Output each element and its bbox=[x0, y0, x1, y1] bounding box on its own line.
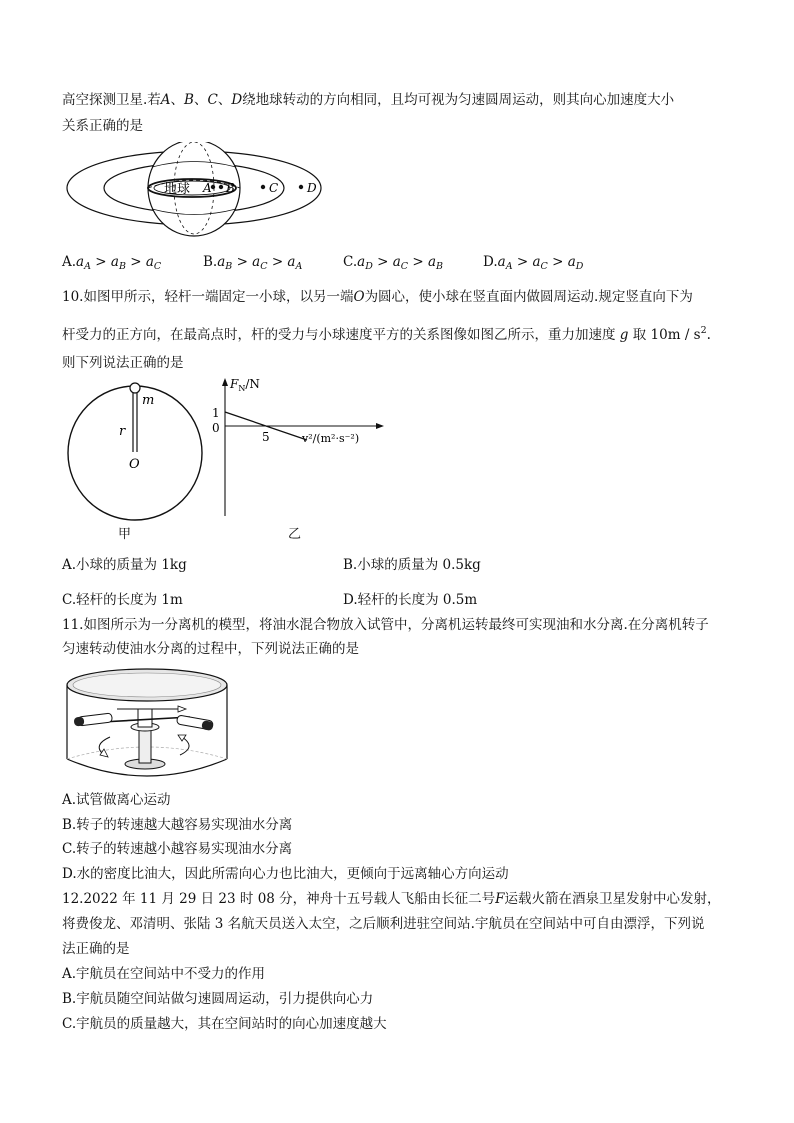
q9-sep2: 、 bbox=[193, 92, 208, 108]
acc-sub: A bbox=[295, 261, 303, 272]
q12-var-f: F bbox=[495, 891, 505, 907]
acc-sub: B bbox=[436, 261, 444, 272]
rotor-hub bbox=[138, 709, 152, 727]
gt: > bbox=[516, 254, 529, 270]
q9-opt-prefix: C. bbox=[343, 254, 358, 270]
q9-var-a: A bbox=[160, 92, 171, 108]
acc-sub: C bbox=[260, 261, 268, 272]
gt: > bbox=[271, 254, 284, 270]
q9-opt-prefix: A. bbox=[62, 254, 77, 270]
q9-sep1: 、 bbox=[170, 92, 185, 108]
q9-var-d: D bbox=[231, 92, 243, 108]
q10-stem-line3: 则下列说法正确的是 bbox=[62, 355, 184, 371]
label-m: m bbox=[142, 393, 155, 408]
q11-option-a[interactable]: A.试管做离心运动 bbox=[62, 792, 171, 808]
q12-option-c[interactable]: C.宇航员的质量越大，其在空间站时的向心加速度越大 bbox=[62, 1016, 387, 1032]
acc-symbol: a bbox=[217, 254, 226, 270]
acc-sub: D bbox=[365, 261, 373, 272]
x-axis-arrow bbox=[376, 423, 384, 429]
acc-sub: B bbox=[118, 261, 126, 272]
acc-symbol: a bbox=[145, 254, 154, 270]
acc-sub: C bbox=[400, 261, 409, 272]
q10-option-d[interactable]: D.轻杆的长度为 0.5m bbox=[343, 592, 478, 608]
figure-a-rod-circle bbox=[64, 378, 214, 538]
acc-symbol: a bbox=[392, 254, 401, 270]
sat-d-label: D bbox=[307, 181, 317, 195]
acc-symbol: a bbox=[252, 254, 261, 270]
q11-option-c[interactable]: C.转子的转速越小越容易实现油水分离 bbox=[62, 841, 293, 857]
q9-opt-prefix: B. bbox=[203, 254, 218, 270]
q10-var-o: O bbox=[353, 289, 365, 305]
centrifuge-figure bbox=[62, 665, 232, 783]
gt: > bbox=[377, 254, 389, 270]
q9-var-b: B bbox=[184, 92, 194, 108]
y-tick-1: 1 bbox=[212, 406, 220, 420]
sat-c-dot bbox=[261, 185, 265, 189]
label-o: O bbox=[129, 457, 140, 472]
q10-text-d: 取 bbox=[632, 327, 647, 343]
q10-option-c[interactable]: C.轻杆的长度为 1m bbox=[62, 592, 183, 608]
x-tick-5: 5 bbox=[262, 430, 270, 444]
caption-jia: 甲 bbox=[118, 527, 132, 542]
acc-sub: D bbox=[575, 261, 584, 272]
acc-symbol: a bbox=[427, 254, 437, 270]
acc-sub: C bbox=[153, 261, 162, 272]
q12-option-a[interactable]: A.宇航员在空间站中不受力的作用 bbox=[62, 966, 266, 982]
sat-a-label: A bbox=[203, 181, 212, 195]
acc-symbol: a bbox=[532, 254, 541, 270]
acc-symbol: a bbox=[497, 254, 506, 270]
q11-option-d[interactable]: D.水的密度比油大，因此所需向心力也比油大，更倾向于远离轴心方向运动 bbox=[62, 866, 509, 882]
q10-text-a: 10.如图甲所示，轻杆一端固定一小球，以另一端 bbox=[62, 289, 354, 305]
q12-option-b[interactable]: B.宇航员随空间站做匀速圆周运动，引力提供向心力 bbox=[62, 991, 374, 1007]
earth-label: 地球 bbox=[164, 182, 191, 197]
q12-stem-line3: 法正确的是 bbox=[62, 941, 130, 957]
gt: > bbox=[552, 254, 564, 270]
q12-text-b: 运载火箭在酒泉卫星发射中心发射， bbox=[504, 891, 721, 907]
q9-options bbox=[62, 254, 622, 274]
acc-sub: B bbox=[225, 261, 233, 272]
q11-stem-line2: 匀速转动使油水分离的过程中，下列说法正确的是 bbox=[62, 641, 359, 657]
q9-opt-prefix: D. bbox=[483, 254, 498, 270]
q9-option-d[interactable] bbox=[483, 254, 583, 272]
q9-stem-line2: 关系正确的是 bbox=[62, 118, 143, 134]
q10-stem-line2 bbox=[62, 322, 711, 344]
x-label: v²/(m²·s⁻²) bbox=[302, 432, 360, 445]
sat-d-dot bbox=[299, 185, 303, 189]
acc-sub: A bbox=[505, 261, 513, 272]
ball bbox=[130, 383, 140, 393]
y-tick-0: 0 bbox=[212, 421, 220, 435]
q9-sep3: 、 bbox=[217, 92, 232, 108]
gt: > bbox=[412, 254, 424, 270]
q11-stem-line1: 11.如图所示为一分离机的模型，将油水混合物放入试管中，分离机运转最终可实现油和水分离.在分离机转子 bbox=[62, 617, 709, 633]
q10-stem-line1 bbox=[62, 288, 693, 306]
q9-var-c: C bbox=[207, 92, 218, 108]
q9-option-a[interactable] bbox=[62, 254, 161, 272]
q12-stem-line2: 将费俊龙、邓清明、张陆 3 名航天员送入太空，之后顺利进驻空间站.宇航员在空间站中可自由漂浮，下列说 bbox=[62, 916, 705, 932]
q11-option-b[interactable]: B.转子的转速越大越容易实现油水分离 bbox=[62, 817, 293, 833]
gt: > bbox=[130, 254, 142, 270]
sat-b-label: B bbox=[226, 181, 235, 195]
q10-var-g: g bbox=[619, 327, 629, 343]
q9-option-b[interactable] bbox=[203, 254, 302, 272]
acc-symbol: a bbox=[287, 254, 296, 270]
acc-symbol: a bbox=[76, 254, 85, 270]
y-axis-arrow bbox=[222, 378, 228, 386]
sat-c-label: C bbox=[269, 181, 279, 195]
q10-option-b[interactable]: B.小球的质量为 0.5kg bbox=[343, 557, 481, 573]
q10-period: . bbox=[706, 327, 711, 343]
q10-option-a[interactable]: A.小球的质量为 1kg bbox=[62, 557, 187, 573]
figure-b-graph bbox=[206, 376, 386, 524]
q9-text-b: 绕地球转动的方向相同，且均可视为匀速圆周运动，则其向心加速度大小 bbox=[242, 92, 675, 108]
gt: > bbox=[95, 254, 107, 270]
label-r: r bbox=[119, 424, 126, 439]
acc-symbol: a bbox=[567, 254, 576, 270]
sat-b-dot bbox=[219, 185, 223, 189]
q9-option-c[interactable] bbox=[343, 254, 443, 272]
q9-stem-line1 bbox=[62, 91, 674, 109]
q10-sq: 2 bbox=[700, 325, 707, 336]
caption-yi: 乙 bbox=[288, 527, 302, 542]
q10-text-b: 为圆心，使小球在竖直面内做圆周运动.规定竖直向下为 bbox=[364, 289, 693, 305]
q12-stem-line1 bbox=[62, 890, 721, 908]
q12-text-a: 12.2022 年 11 月 29 日 23 时 08 分，神舟十五号载人飞船由长征二号 bbox=[62, 891, 496, 907]
orbit-figure bbox=[64, 142, 324, 238]
q10-text-c: 杆受力的正方向，在最高点时，杆的受力与小球速度平方的关系图像如图乙所示，重力加速度 bbox=[62, 327, 616, 343]
acc-sub: C bbox=[540, 261, 548, 272]
gt: > bbox=[236, 254, 248, 270]
q9-text-a: 高空探测卫星.若 bbox=[62, 92, 161, 108]
acc-symbol: a bbox=[357, 254, 366, 270]
acc-sub: A bbox=[84, 261, 91, 272]
y-label: $F_N/N$ bbox=[230, 377, 260, 393]
q10-g-value: 10m / s bbox=[650, 327, 701, 343]
acc-symbol: a bbox=[110, 254, 119, 270]
